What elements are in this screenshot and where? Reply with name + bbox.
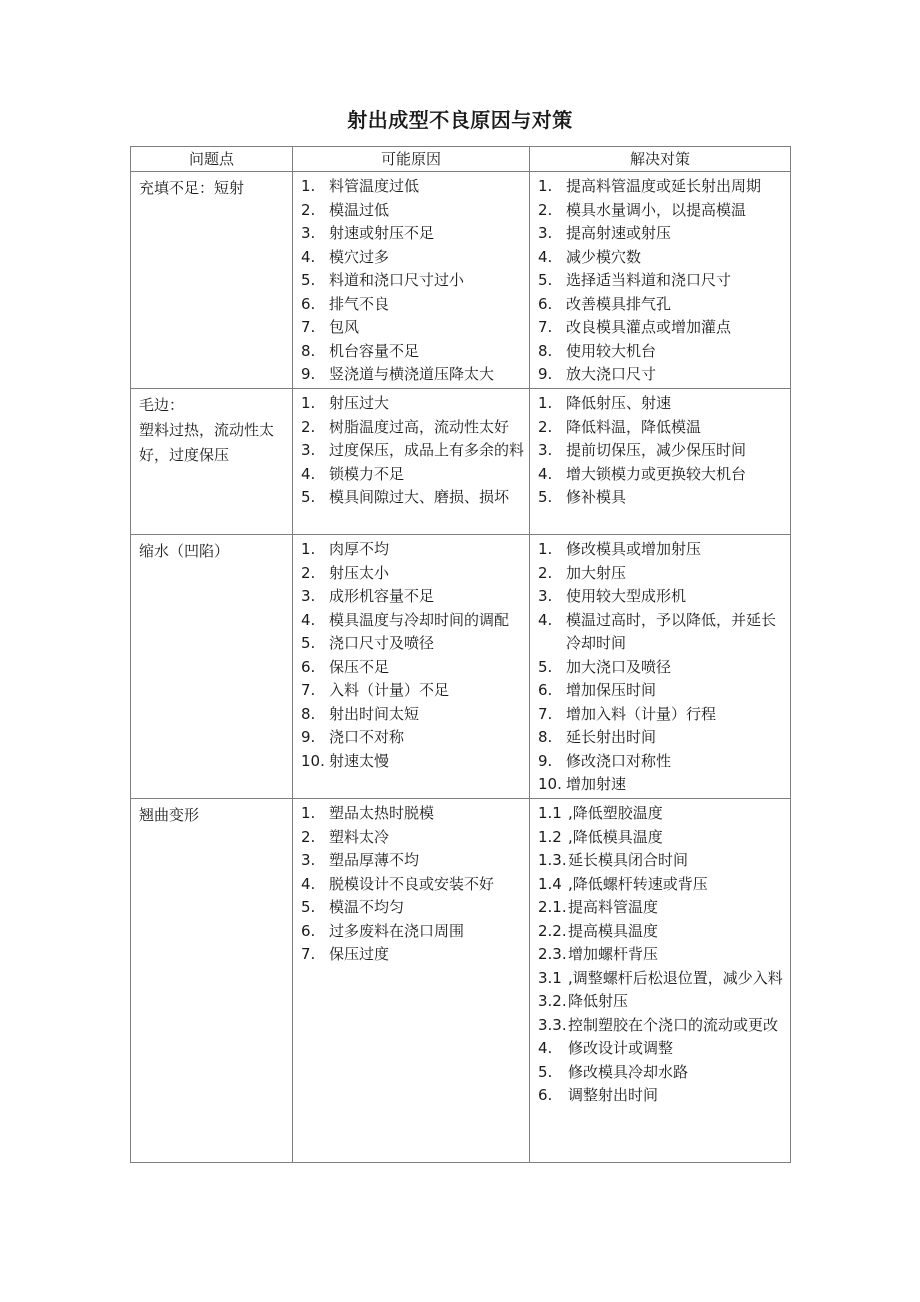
solution-item bbox=[530, 826, 790, 850]
cause-item bbox=[293, 750, 529, 774]
solution-number: 8. bbox=[538, 341, 553, 360]
solution-number: 9. bbox=[538, 751, 553, 770]
solution-number: 2.2. bbox=[538, 921, 567, 940]
solution-number: 4. bbox=[538, 1039, 553, 1057]
solution-number: 5. bbox=[538, 271, 553, 289]
solution-number: 5. bbox=[538, 1062, 553, 1081]
solution-item bbox=[530, 363, 790, 387]
cause-text: 保压过度 bbox=[329, 945, 390, 963]
document-title: 射出成型不良原因与对策 bbox=[347, 108, 573, 132]
solution-item bbox=[530, 269, 790, 293]
solution-number: 1. bbox=[538, 394, 553, 412]
solutions-cell bbox=[530, 389, 791, 535]
cause-number: 1. bbox=[301, 540, 316, 558]
cause-item bbox=[293, 920, 529, 944]
solution-item bbox=[530, 175, 790, 199]
header-issue: 问题点 bbox=[131, 147, 293, 172]
cause-number: 1. bbox=[301, 804, 316, 822]
solution-text: 增加保压时间 bbox=[566, 681, 657, 699]
cause-text: 保压不足 bbox=[329, 657, 390, 676]
cause-text: 塑品厚薄不均 bbox=[329, 851, 420, 869]
solution-text: 降低射压、射速 bbox=[566, 394, 672, 412]
solution-text: 提前切保压，减少保压时间 bbox=[566, 441, 747, 459]
solution-item bbox=[530, 486, 790, 510]
cause-text: 肉厚不均 bbox=[329, 540, 390, 558]
solution-text: 控制塑胶在个浇口的流动或更改 bbox=[568, 1015, 779, 1034]
solution-list bbox=[530, 538, 790, 797]
cause-number: 3. bbox=[301, 441, 316, 459]
cause-text: 浇口不对称 bbox=[329, 728, 405, 746]
solution-item bbox=[530, 703, 790, 727]
cause-text: 包风 bbox=[329, 318, 360, 336]
solution-text: 增大锁模力或更换较大机台 bbox=[566, 464, 747, 483]
cause-number: 9. bbox=[301, 728, 316, 746]
table-row bbox=[131, 172, 791, 389]
cause-number: 3. bbox=[301, 851, 316, 869]
cause-text: 射速太慢 bbox=[329, 751, 390, 770]
cause-item bbox=[293, 222, 529, 246]
cause-text: 树脂温度过高，流动性太好 bbox=[329, 417, 510, 436]
solution-item bbox=[530, 849, 790, 873]
cause-number: 2. bbox=[301, 417, 316, 436]
solution-text: 延长模具闭合时间 bbox=[568, 851, 689, 869]
solution-item bbox=[530, 1084, 790, 1108]
solution-number: 5. bbox=[538, 657, 553, 676]
cause-item bbox=[293, 199, 529, 223]
solution-text: 放大浇口尺寸 bbox=[566, 365, 657, 383]
solution-text: 修补模具 bbox=[566, 488, 627, 506]
header-row bbox=[131, 147, 791, 172]
solution-text: 使用较大机台 bbox=[566, 341, 657, 360]
cause-item bbox=[293, 943, 529, 967]
solution-number: 6. bbox=[538, 294, 553, 313]
cause-item bbox=[293, 849, 529, 873]
solution-item bbox=[530, 920, 790, 944]
solution-item bbox=[530, 750, 790, 774]
cause-text: 成形机容量不足 bbox=[329, 587, 435, 605]
cause-text: 射压太小 bbox=[329, 563, 390, 582]
solution-number: 1. bbox=[538, 540, 553, 558]
cause-item bbox=[293, 392, 529, 416]
solution-number: 7. bbox=[538, 318, 553, 336]
cause-item bbox=[293, 873, 529, 897]
solution-item bbox=[530, 538, 790, 562]
solution-text: 修改设计或调整 bbox=[568, 1039, 674, 1057]
cause-item bbox=[293, 679, 529, 703]
cause-item bbox=[293, 585, 529, 609]
cause-item bbox=[293, 656, 529, 680]
cause-text: 锁模力不足 bbox=[329, 464, 405, 483]
cause-text: 模温过低 bbox=[329, 200, 390, 219]
causes-cell bbox=[293, 535, 530, 799]
cause-text: 塑料太冷 bbox=[329, 827, 390, 846]
issue-cell bbox=[131, 799, 293, 1163]
solution-item bbox=[530, 463, 790, 487]
cause-number: 7. bbox=[301, 945, 316, 963]
solution-text: 降低料温，降低模温 bbox=[566, 417, 702, 436]
cause-text: 模温不均匀 bbox=[329, 898, 405, 916]
solution-item bbox=[530, 222, 790, 246]
causes-cell bbox=[293, 389, 530, 535]
cause-text: 机台容量不足 bbox=[329, 341, 420, 360]
solution-item bbox=[530, 340, 790, 364]
cause-item bbox=[293, 293, 529, 317]
cause-item bbox=[293, 896, 529, 920]
solution-number: 9. bbox=[538, 365, 553, 383]
solution-list bbox=[530, 802, 790, 1108]
solution-item bbox=[530, 873, 790, 897]
header-causes: 可能原因 bbox=[293, 147, 530, 172]
cause-text: 模穴过多 bbox=[329, 247, 390, 266]
issue-text: 塑料过热，流动性太好，过度保压 bbox=[139, 421, 275, 464]
cause-item bbox=[293, 726, 529, 750]
cause-text: 模具温度与冷却时间的调配 bbox=[329, 610, 510, 629]
solution-text: ,降低螺杆转速或背压 bbox=[568, 874, 708, 893]
issue-cell bbox=[131, 389, 293, 535]
solution-number: 6. bbox=[538, 681, 553, 699]
issue-text: 翘曲变形 bbox=[139, 806, 200, 824]
solutions-cell bbox=[530, 535, 791, 799]
cause-item bbox=[293, 632, 529, 656]
solution-text: 延长射出时间 bbox=[566, 728, 657, 746]
solution-item bbox=[530, 943, 790, 967]
cause-list bbox=[293, 175, 529, 387]
cause-item bbox=[293, 316, 529, 340]
solution-text: 改良模具灌点或增加灌点 bbox=[566, 318, 732, 336]
solution-text: 模具水量调小，以提高模温 bbox=[566, 200, 747, 219]
solution-text: 提高射速或射压 bbox=[566, 224, 672, 242]
cause-number: 8. bbox=[301, 704, 316, 723]
issue-cell bbox=[131, 535, 293, 799]
issue-text: 缩水（凹陷） bbox=[139, 542, 230, 560]
cause-number: 2. bbox=[301, 827, 316, 846]
solution-item bbox=[530, 726, 790, 750]
cause-item bbox=[293, 486, 529, 510]
solution-list bbox=[530, 175, 790, 387]
solution-list bbox=[530, 392, 790, 510]
causes-cell bbox=[293, 799, 530, 1163]
cause-text: 塑品太热时脱模 bbox=[329, 804, 435, 822]
cause-number: 4. bbox=[301, 247, 316, 266]
solution-text: 修改模具冷却水路 bbox=[568, 1062, 689, 1081]
cause-list bbox=[293, 802, 529, 967]
cause-text: 射压过大 bbox=[329, 394, 390, 412]
solution-item bbox=[530, 896, 790, 920]
solution-number: 4. bbox=[538, 247, 553, 266]
solution-text: 使用较大型成形机 bbox=[566, 587, 687, 605]
cause-text: 射速或射压不足 bbox=[329, 224, 435, 242]
cause-number: 1. bbox=[301, 394, 316, 412]
cause-number: 4. bbox=[301, 464, 316, 483]
solution-number: 6. bbox=[538, 1086, 553, 1104]
solution-text: 加大射压 bbox=[566, 563, 627, 582]
issue-cell bbox=[131, 172, 293, 389]
solution-item bbox=[530, 1014, 790, 1038]
solution-item bbox=[530, 609, 790, 656]
solution-item bbox=[530, 585, 790, 609]
cause-item bbox=[293, 439, 529, 463]
cause-item bbox=[293, 703, 529, 727]
solution-number: 2. bbox=[538, 200, 553, 219]
solution-text: 提高料管温度 bbox=[568, 898, 659, 916]
cause-number: 3. bbox=[301, 224, 316, 242]
cause-number: 5. bbox=[301, 898, 316, 916]
cause-number: 2. bbox=[301, 563, 316, 582]
cause-number: 6. bbox=[301, 657, 316, 676]
cause-number: 5. bbox=[301, 488, 316, 506]
solution-item bbox=[530, 293, 790, 317]
cause-item bbox=[293, 340, 529, 364]
solution-item bbox=[530, 990, 790, 1014]
cause-text: 射出时间太短 bbox=[329, 704, 420, 723]
solution-number: 4. bbox=[538, 464, 553, 483]
solution-text: 修改浇口对称性 bbox=[566, 751, 672, 770]
solution-item bbox=[530, 316, 790, 340]
cause-number: 5. bbox=[301, 634, 316, 652]
cause-text: 模具间隙过大、磨损、损坏 bbox=[329, 488, 510, 506]
solution-text: ,降低塑胶温度 bbox=[568, 804, 663, 822]
cause-item bbox=[293, 463, 529, 487]
cause-number: 2. bbox=[301, 200, 316, 219]
defect-table bbox=[130, 146, 791, 1163]
cause-number: 7. bbox=[301, 318, 316, 336]
cause-item bbox=[293, 246, 529, 270]
table-row bbox=[131, 389, 791, 535]
solution-text: 调整射出时间 bbox=[568, 1086, 659, 1104]
cause-item bbox=[293, 562, 529, 586]
cause-item bbox=[293, 802, 529, 826]
solution-text: 增加螺杆背压 bbox=[568, 945, 659, 963]
solution-text: 模温过高时，予以降低，并延长冷却时间 bbox=[566, 610, 777, 652]
cause-number: 7. bbox=[301, 681, 316, 699]
solution-number: 3. bbox=[538, 224, 553, 242]
cause-text: 料管温度过低 bbox=[329, 177, 420, 195]
solution-item bbox=[530, 1037, 790, 1061]
cause-text: 排气不良 bbox=[329, 294, 390, 313]
solution-number: 8. bbox=[538, 728, 553, 746]
cause-text: 过度保压，成品上有多余的料 bbox=[329, 441, 525, 459]
solutions-cell bbox=[530, 799, 791, 1163]
cause-number: 4. bbox=[301, 874, 316, 893]
solution-number: 7. bbox=[538, 704, 553, 723]
solution-item bbox=[530, 1061, 790, 1085]
solution-item bbox=[530, 416, 790, 440]
solution-text: 修改模具或增加射压 bbox=[566, 540, 702, 558]
cause-item bbox=[293, 826, 529, 850]
causes-cell bbox=[293, 172, 530, 389]
solution-text: 增加入料（计量）行程 bbox=[566, 704, 717, 723]
solution-item bbox=[530, 246, 790, 270]
cause-item bbox=[293, 538, 529, 562]
issue-text: 毛边： bbox=[139, 396, 185, 414]
cause-number: 8. bbox=[301, 341, 316, 360]
solution-number: 2.1. bbox=[538, 898, 567, 916]
solution-number: 2.3. bbox=[538, 945, 567, 963]
solution-item bbox=[530, 656, 790, 680]
solution-number: 2. bbox=[538, 563, 553, 582]
solution-text: 增加射速 bbox=[566, 775, 627, 793]
cause-list bbox=[293, 538, 529, 773]
solution-text: 加大浇口及喷径 bbox=[566, 657, 672, 676]
solution-number: 3.2. bbox=[538, 992, 567, 1010]
cause-number: 6. bbox=[301, 294, 316, 313]
cause-item bbox=[293, 175, 529, 199]
cause-item bbox=[293, 609, 529, 633]
solution-number: 1.4 bbox=[538, 874, 562, 893]
solution-number: 2. bbox=[538, 417, 553, 436]
solution-number: 1.3. bbox=[538, 851, 567, 869]
cause-number: 3. bbox=[301, 587, 316, 605]
solution-item bbox=[530, 392, 790, 416]
solution-number: 1.2 bbox=[538, 827, 562, 846]
cause-text: 过多废料在浇口周围 bbox=[329, 921, 465, 940]
solution-number: 3.3. bbox=[538, 1015, 567, 1034]
solution-number: 3.1 bbox=[538, 968, 562, 987]
cause-number: 4. bbox=[301, 610, 316, 629]
solution-text: 改善模具排气孔 bbox=[566, 294, 672, 313]
issue-text: 充填不足：短射 bbox=[139, 179, 245, 197]
solution-item bbox=[530, 562, 790, 586]
solution-number: 4. bbox=[538, 610, 553, 629]
solution-item bbox=[530, 773, 790, 797]
solution-text: 选择适当料道和浇口尺寸 bbox=[566, 271, 732, 289]
solution-text: 提高料管温度或延长射出周期 bbox=[566, 177, 762, 195]
cause-item bbox=[293, 269, 529, 293]
cause-item bbox=[293, 363, 529, 387]
solution-text: 降低射压 bbox=[568, 992, 629, 1010]
solution-item bbox=[530, 967, 790, 991]
solution-text: 减少模穴数 bbox=[566, 247, 642, 266]
solutions-cell bbox=[530, 172, 791, 389]
cause-text: 浇口尺寸及喷径 bbox=[329, 634, 435, 652]
cause-number: 9. bbox=[301, 365, 316, 383]
solution-number: 5. bbox=[538, 488, 553, 506]
table-row bbox=[131, 535, 791, 799]
solution-item bbox=[530, 679, 790, 703]
cause-number: 6. bbox=[301, 921, 316, 940]
cause-number: 1. bbox=[301, 177, 316, 195]
cause-text: 竖浇道与横浇道压降太大 bbox=[329, 365, 495, 383]
cause-number: 10. bbox=[301, 751, 325, 770]
cause-list bbox=[293, 392, 529, 510]
header-solutions: 解决对策 bbox=[530, 147, 791, 172]
cause-text: 料道和浇口尺寸过小 bbox=[329, 271, 465, 289]
solution-number: 10. bbox=[538, 775, 562, 793]
solution-text: 提高模具温度 bbox=[568, 921, 659, 940]
cause-text: 入料（计量）不足 bbox=[329, 681, 450, 699]
solution-text: ,调整螺杆后松退位置，减少入料 bbox=[568, 968, 783, 987]
solution-number: 1.1 bbox=[538, 804, 562, 822]
cause-item bbox=[293, 416, 529, 440]
solution-number: 1. bbox=[538, 177, 553, 195]
solution-item bbox=[530, 802, 790, 826]
table-row bbox=[131, 799, 791, 1163]
solution-item bbox=[530, 199, 790, 223]
solution-number: 3. bbox=[538, 587, 553, 605]
solution-number: 3. bbox=[538, 441, 553, 459]
cause-text: 脱模设计不良或安装不好 bbox=[329, 874, 495, 893]
solution-item bbox=[530, 439, 790, 463]
solution-text: ,降低模具温度 bbox=[568, 827, 663, 846]
cause-number: 5. bbox=[301, 271, 316, 289]
